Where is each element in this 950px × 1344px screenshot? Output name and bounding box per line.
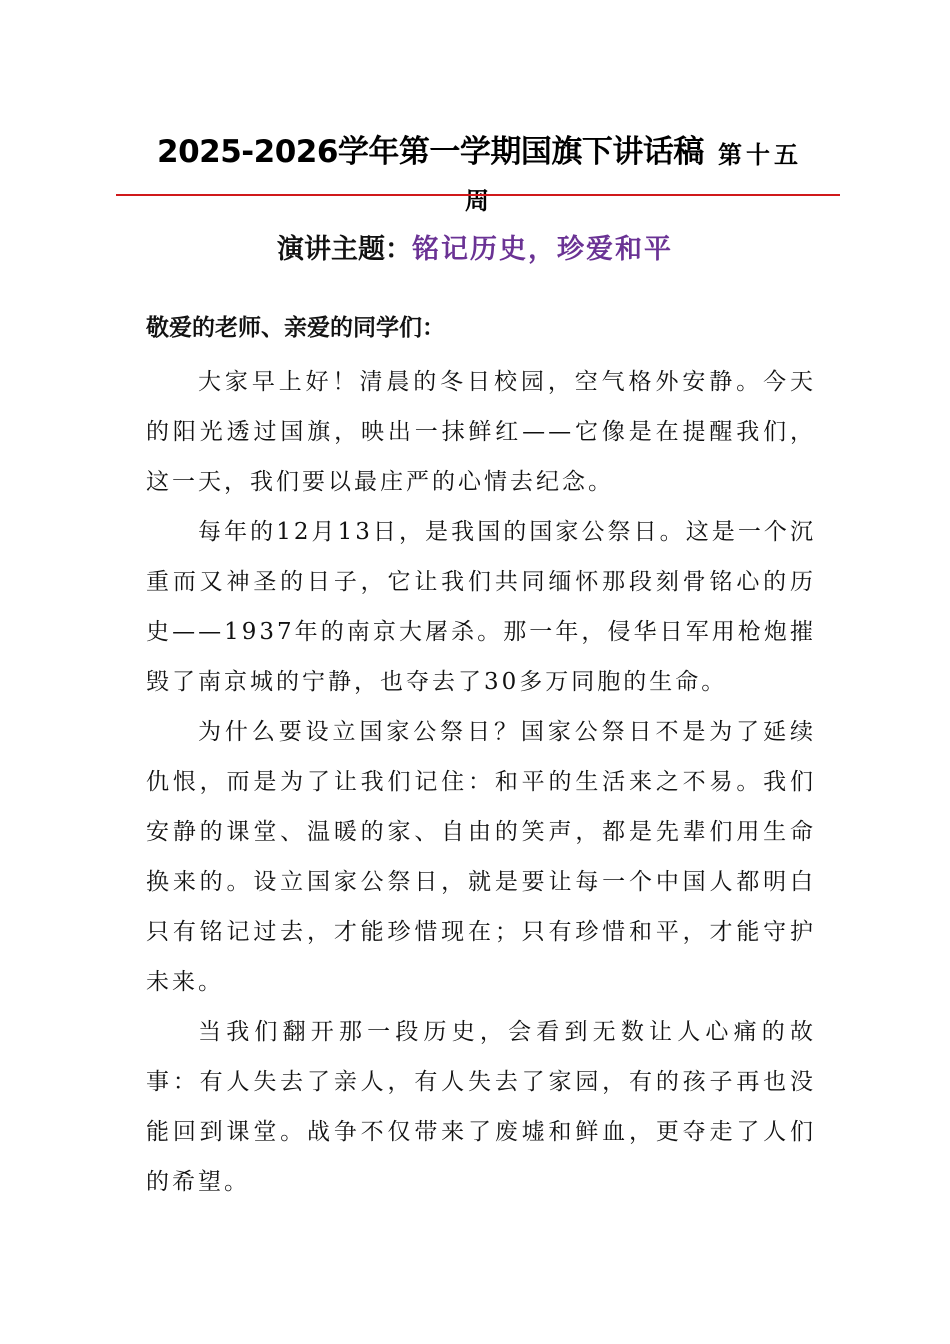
speech-theme bbox=[0, 230, 950, 270]
paragraph: 为什么要设立国家公祭日？国家公祭日不是为了延续仇恨，而是为了让我们记住：和平的生活来之不易。我们安静的课堂、温暖的家、自由的笑声，都是先辈们用生命换来的。设立国家公祭日，就是要让每一个中国人都明白只有铭记过去，才能珍惜现在；只有珍惜和平，才能守护未来。 bbox=[146, 719, 816, 995]
paragraph: 大家早上好！清晨的冬日校园，空气格外安静。今天的阳光透过国旗，映出一抹鲜红——它像是在提醒我们，这一天，我们要以最庄严的心情去纪念。 bbox=[146, 369, 816, 495]
greeting: 敬爱的老师、亲爱的同学们： bbox=[146, 314, 445, 341]
paragraph: 每年的12月13日，是我国的国家公祭日。这是一个沉重而又神圣的日子，它让我们共同缅怀那段刻骨铭心的历史——1937年的南京大屠杀。那一年，侵华日军用枪炮摧毁了南京城的宁静，也夺去了30多万同胞的生命。 bbox=[146, 519, 816, 695]
speech-body bbox=[146, 357, 816, 1207]
document-title: 2025-2026学年第一学期国旗下讲话稿 bbox=[157, 134, 704, 170]
paragraph: 当我们翻开那一段历史，会看到无数让人心痛的故事：有人失去了亲人，有人失去了家园，有的孩子再也没能回到课堂。战争不仅带来了废墟和鲜血，更夺走了人们的希望。 bbox=[146, 1019, 816, 1195]
document-title-week: 第十五 bbox=[718, 140, 802, 169]
title-divider bbox=[116, 194, 840, 196]
document-title-week-continued: 周 bbox=[465, 186, 489, 215]
speech-theme-value: 铭记历史，珍爱和平 bbox=[412, 234, 673, 265]
speech-theme-label: 演讲主题： bbox=[277, 234, 412, 265]
